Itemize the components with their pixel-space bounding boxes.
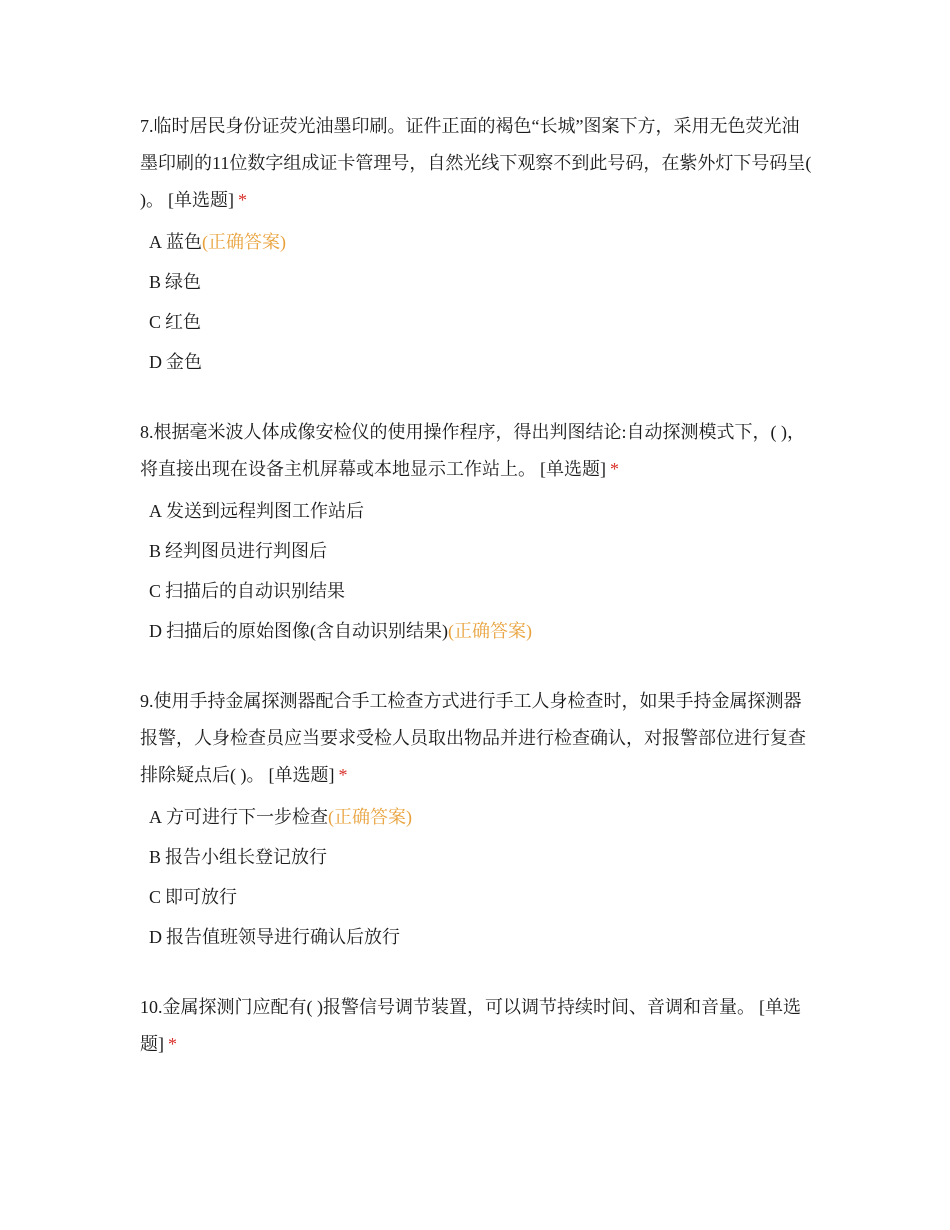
option-b[interactable] <box>140 837 815 877</box>
question-type-tag: [单选题] <box>140 997 801 1054</box>
option-letter: C <box>149 581 162 601</box>
option-letter: A <box>149 807 162 827</box>
option-c[interactable] <box>140 571 815 611</box>
question-10 <box>140 989 815 1063</box>
option-text: 报告小组长登记放行 <box>165 847 328 867</box>
option-c[interactable] <box>140 877 815 917</box>
question-text <box>140 683 815 794</box>
option-text: 即可放行 <box>165 887 238 907</box>
option-letter: B <box>149 847 162 867</box>
question-type-tag: [单选题] <box>268 765 335 785</box>
option-b[interactable] <box>140 531 815 571</box>
option-letter: A <box>149 501 162 521</box>
option-text: 金色 <box>166 352 202 372</box>
option-text: 红色 <box>165 312 202 332</box>
question-text <box>140 108 815 219</box>
question-list <box>140 108 815 1095</box>
option-letter: D <box>149 621 162 641</box>
option-list <box>140 491 815 651</box>
option-a[interactable] <box>140 797 815 837</box>
option-letter: C <box>149 887 162 907</box>
option-text: 蓝色 <box>166 232 202 252</box>
required-mark: * <box>168 1034 177 1054</box>
option-text: 扫描后的原始图像(含自动识别结果) <box>166 621 448 641</box>
question-stem: 9.使用手持金属探测器配合手工检查方式进行手工人身检查时，如果手持金属探测器报警，人身检查员应当要求受检人员取出物品并进行检查确认，对报警部位进行复查排除疑点后( )。 <box>140 691 806 785</box>
option-list <box>140 797 815 957</box>
question-stem: 7.临时居民身份证荧光油墨印刷。证件正面的褐色“长城”图案下方，采用无色荧光油墨印刷的11位数字组成证卡管理号，自然光线下观察不到此号码，在紫外灯下号码呈( )。 <box>140 116 812 210</box>
option-text: 扫描后的自动识别结果 <box>165 581 346 601</box>
option-d[interactable] <box>140 342 815 382</box>
question-stem: 8.根据毫米波人体成像安检仪的使用操作程序，得出判图结论:自动探测模式下，( )，将直接出现在设备主机屏幕或本地显示工作站上。 <box>140 422 805 479</box>
question-7 <box>140 108 815 382</box>
required-mark: * <box>338 765 348 785</box>
option-text: 方可进行下一步检查 <box>166 807 328 827</box>
option-b[interactable] <box>140 262 815 302</box>
option-text: 绿色 <box>165 272 202 292</box>
question-stem: 10.金属探测门应配有( )报警信号调节装置，可以调节持续时间、音调和音量。 <box>140 997 755 1017</box>
correct-answer-mark: (正确答案) <box>328 807 412 827</box>
option-letter: D <box>149 352 162 372</box>
option-text: 报告值班领导进行确认后放行 <box>166 927 400 947</box>
required-mark: * <box>238 190 247 210</box>
option-c[interactable] <box>140 302 815 342</box>
option-a[interactable] <box>140 222 815 262</box>
option-letter: A <box>149 232 162 252</box>
question-text <box>140 989 815 1063</box>
question-9 <box>140 683 815 957</box>
option-letter: C <box>149 312 162 332</box>
option-text: 发送到远程判图工作站后 <box>166 501 364 521</box>
correct-answer-mark: (正确答案) <box>202 232 286 252</box>
option-letter: D <box>149 927 162 947</box>
option-letter: B <box>149 272 162 292</box>
question-8 <box>140 414 815 651</box>
option-list <box>140 222 815 382</box>
question-type-tag: [单选题] <box>540 459 606 479</box>
option-a[interactable] <box>140 491 815 531</box>
required-mark: * <box>610 459 619 479</box>
question-text <box>140 414 815 488</box>
option-letter: B <box>149 541 162 561</box>
option-d[interactable] <box>140 611 815 651</box>
option-d[interactable] <box>140 917 815 957</box>
question-type-tag: [单选题] <box>168 190 234 210</box>
option-text: 经判图员进行判图后 <box>165 541 328 561</box>
correct-answer-mark: (正确答案) <box>448 621 532 641</box>
